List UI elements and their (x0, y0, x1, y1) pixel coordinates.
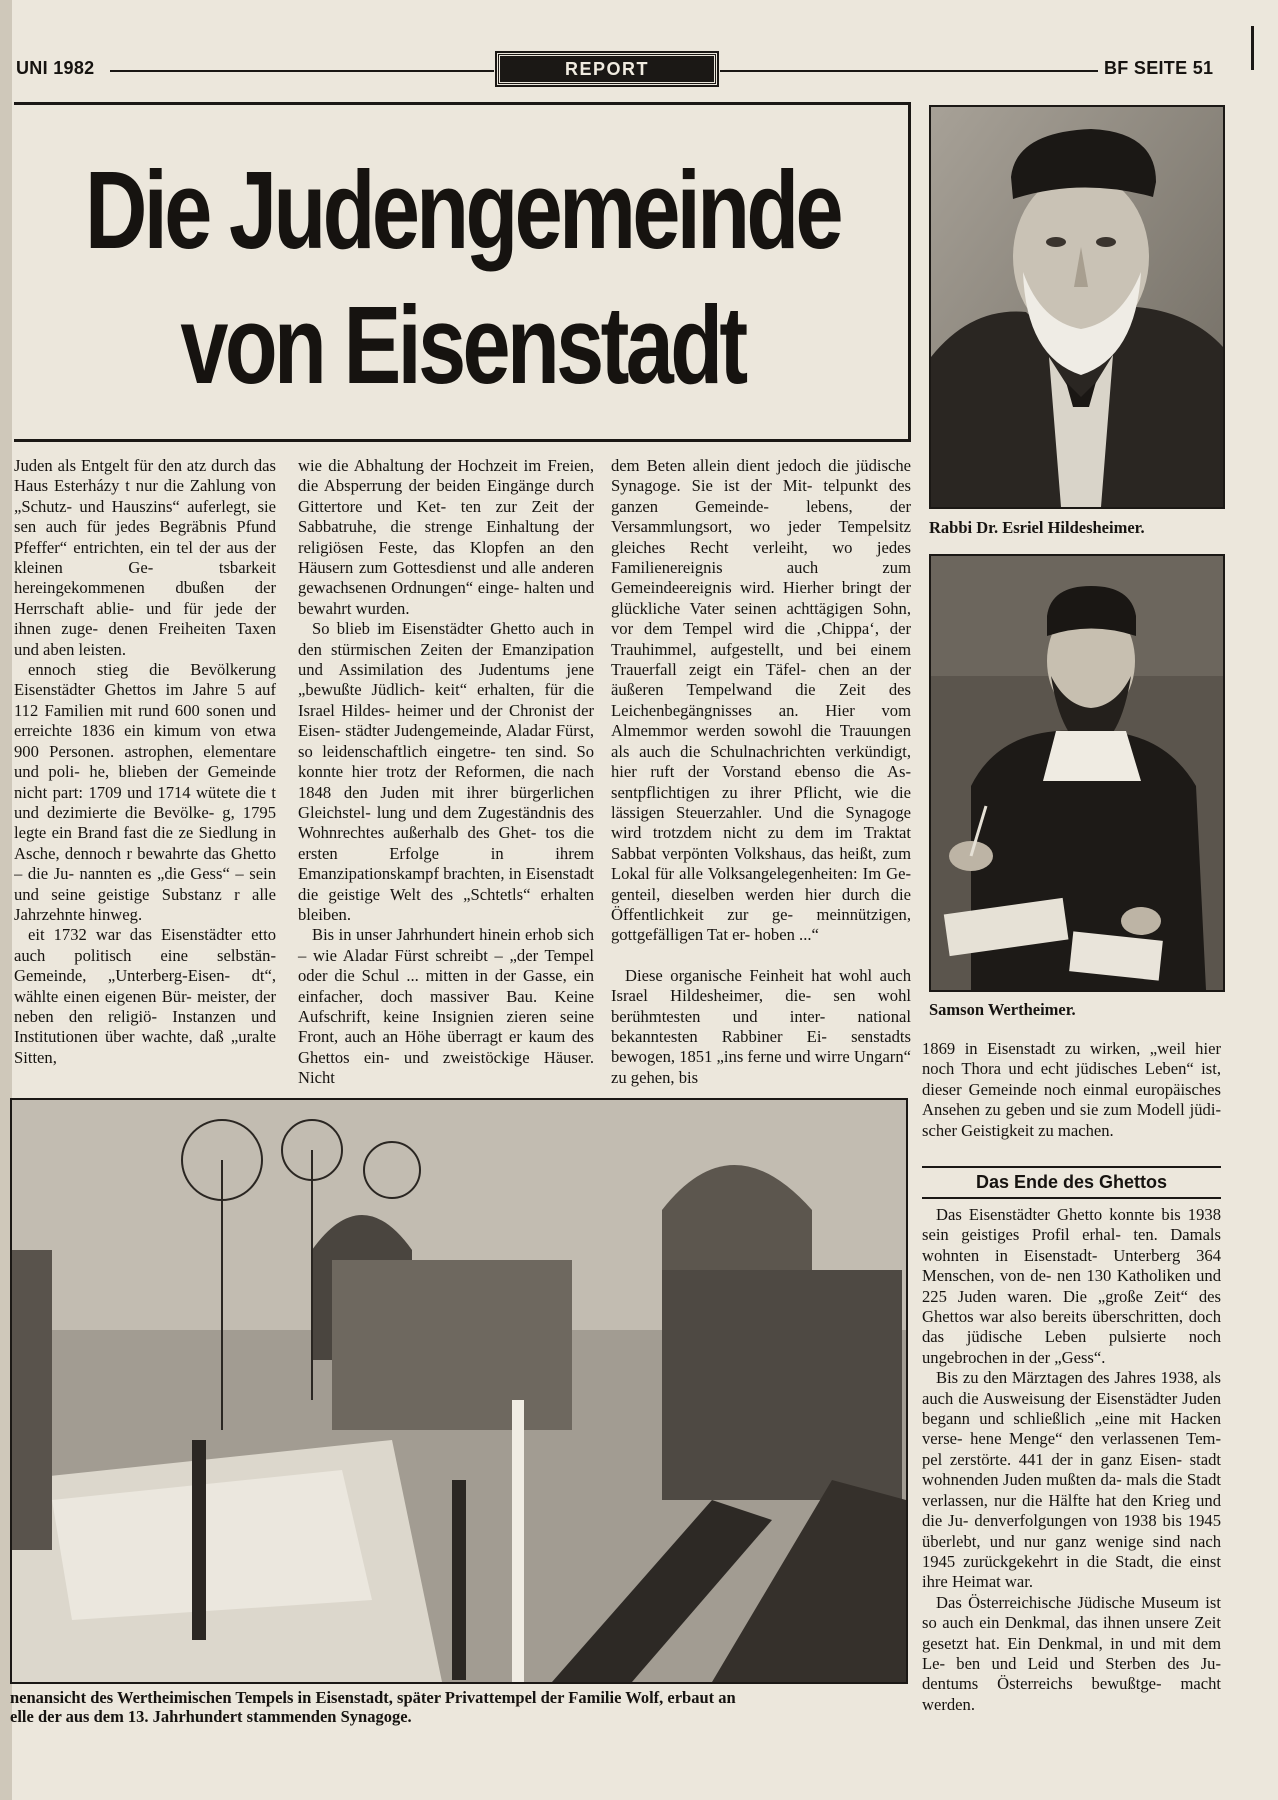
header-rule-left (110, 70, 494, 72)
col1-paragraph-3: eit 1732 war das Eisenstädter etto auch politisch eine selbstän- Gemeinde, „Unterberg-Eisen- dt“, wählte einen eigenen Bür- meister, der neben den religiö- Instanzen und Institutionen über wachte, daß „uralte Sitten, (14, 925, 276, 1067)
col2-paragraph-3: Bis in unser Jahrhundert hinein erhob sich – wie Aladar Fürst schreibt – „der Tempel oder die Schul ... mitten in der Gasse, ein einfacher, doch massiver Bau. Keine Aufschrift, keine Insignien zieren seine Front, auch an Höhe überragt er kaum des Ghettos ein- und zweistöckige Häuser. Nicht (298, 925, 594, 1088)
synagogue-caption-line-1: nenansicht des Wertheimischen Tempels in Eisenstadt, später Privattempel der Familie Wolf, erbaut an (10, 1688, 736, 1707)
col4-paragraph-1: 1869 in Eisenstadt zu wirken, „weil hier noch Thora und echt jüdisches Leben“ ist, dieser Gemeinde noch einmal europäisches Ansehen zu geben und sie zum Modell jüdi- scher Geistigkeit zu machen. (922, 1039, 1221, 1140)
col3-paragraph-2: Diese organische Feinheit hat wohl auch Israel Hildesheimer, die- sen wohl berühmtesten und inter- national bekanntesten Rabbiner Ei- senstadts bewogen, 1851 „ins ferne und wirre Ungarn“ zu gehen, bis (611, 965, 911, 1087)
sidebar-paragraph-3: Das Österreichische Jüdische Museum ist so auch ein Denkmal, das ihnen unsere Zeit gesetzt hat. Ein Denkmal, in und mit dem Le- ben und Leid und Sterben des Ju- dentums Österreichs bewußtge- macht werden. (922, 1592, 1221, 1714)
col2-paragraph-1: wie die Abhaltung der Hochzeit im Freien, die Absperrung der beiden Eingänge durch Gittertore und Ket- ten zur Zeit der Sabbatruhe, die strenge Einhaltung der religiösen Feste, das Klopfen an den Häusern zum Gottesdienst und alle anderen gewachsenen Ordnungen“ einge- halten und bewahrt wurden. (298, 456, 594, 618)
synagogue-interior-drawing (12, 1100, 906, 1682)
page-number: BF SEITE 51 (1104, 58, 1214, 78)
portrait-wertheimer-drawing (931, 556, 1223, 990)
portrait-wertheimer (929, 554, 1225, 992)
section-badge: REPORT (497, 53, 717, 85)
article-column-4 (922, 1039, 1221, 1141)
synagogue-interior-photo (10, 1098, 908, 1684)
article-column-3 (611, 456, 911, 1088)
article-column-2 (298, 456, 594, 1089)
headline-line-2: von Eisenstadt (180, 283, 745, 407)
headline-line-1: Die Judengemeinde (84, 148, 840, 272)
header-rule-right (720, 70, 1098, 72)
col2-paragraph-2: So blieb im Eisenstädter Ghetto auch in den stürmischen Zeiten der Emanzipation und Assimilation des Judentums jene „bewußte Jüdlich- keit“ erhalten, für die Israel Hildes- heimer und der Chronist der Eisen- städter Judengemeinde, Aladar Fürst, so leidenschaftlich eingetre- ten sind. So konnte hier trotz der Reformen, die nach 1848 den Juden mit ihrer bürgerlichen Gleichstel- lung und dem Zugeständnis des Wohnrechtes außerhalb des Ghet- tos die ersten Erfolge in ihrem Emanzipationskampf brachten, in Eisenstadt die geistige Welt des „Schtetls“ erhalten bleiben. (298, 619, 594, 924)
portrait-hildesheimer-drawing (931, 107, 1223, 507)
col3-paragraph-1: dem Beten allein dient jedoch die jüdische Synagoge. Sie ist der Mit- telpunkt des ganzen Gemeinde- lebens, der Versammlungsort, wo jeder Tempelsitz gleiches Recht verleiht, wo jedes Familienereignis auch zum Gemeindeereignis wird. Hierher bringt der glückliche Vater seinen achttägigen Sohn, vor dem Tempel wird die ‚Chippa‘, der Trauhimmel, aufgestellt, und bei einem Trauerfall zeigt ein Täfel- chen an der äußeren Tempelwand die Zeit des Leichenbegängnisses an. Hier vom Almemmor werden sowohl die Trauungen als auch die Schulnachrichten verkündigt, hier ruft der Vorstand ebenso die As- sentpflichtigen zu ihrer Pflicht, wie die lässigen Steuerzahler. Und die Synagoge wird trotzdem nicht zu dem im Traktat Sabbat verpönten Volkshaus, das heißt, zum Lokal für alle Volksangelegenheiten: Im Ge- genteil, dieselben werden hier durch die Öffentlichkeit zur ge- meinnützigen, gottgefälligen Tat er- hoben ...“ (611, 456, 911, 945)
col1-paragraph-2: ennoch stieg die Bevölkerung Eisenstädter Ghettos im Jahre 5 auf 112 Familien mit rund 600 sonen und erreichte 1836 ein kimum von etwa 900 Personen. astrophen, elementare und poli- he, blieben der Gemeinde nicht part: 1709 und 1714 wütete die t und dezimierte die Bevölke- g, 1795 legte ein Brand fast die ze Siedlung in Asche, dennoch r bewahrte das Ghetto – die Ju- nannten es „die Gess“ – sein und seine geistige Substanz r alle Jahrzehnte hinweg. (14, 660, 276, 924)
sidebar-heading: Das Ende des Ghettos (922, 1166, 1221, 1199)
col1-paragraph-1: Juden als Entgelt für den atz durch das Haus Esterházy t nur die Zahlung von „Schutz- und Hauszins“ auferlegt, sie sen auch für jedes Begräbnis Pfund Pfeffer“ entrichten, ein tel der aus der kleinen Ge- tsbarkeit hereingekommenen dbußen der Herrschaft ablie- und für jede der ihnen zuge- denen Freiheiten Taxen und aben leisten. (14, 456, 276, 659)
sidebar-column (922, 1205, 1221, 1715)
synagogue-caption (10, 1688, 910, 1726)
issue-date: UNI 1982 (16, 58, 95, 78)
page-edge-mark (1251, 26, 1254, 70)
caption-hildesheimer: Rabbi Dr. Esriel Hildesheimer. (929, 518, 1145, 537)
sidebar-paragraph-1: Das Eisenstädter Ghetto konnte bis 1938 sein geistiges Profil erhal- ten. Damals wohnten in Eisenstadt- Unterberg 364 Menschen, von de- nen 130 Katholiken und 225 Juden waren. Die „große Zeit“ des Ghettos war also bereits überschritten, doch das jüdische Leben pulsierte noch ungebrochen in der „Gess“. (922, 1205, 1221, 1367)
article-column-1 (14, 456, 276, 1068)
portrait-hildesheimer (929, 105, 1225, 509)
sidebar-paragraph-2: Bis zu den Märztagen des Jahres 1938, als auch die Ausweisung der Eisenstädter Juden begann und schließlich „eine mit Hacken verse- hene Menge“ den verlassenen Tem- pel zerstörte. 441 der in ganz Eisen- stadt wohnenden Juden mußten da- mals die Stadt verlassen, nur die Hälfte hat den Krieg und die Ju- denverfolgungen von 1938 bis 1945 überlebt, und nur ganz wenige sind nach 1945 zurückgekehrt in die Stadt, die einst ihre Heimat war. (922, 1368, 1221, 1592)
caption-wertheimer: Samson Wertheimer. (929, 1000, 1076, 1019)
synagogue-caption-line-2: elle der aus dem 13. Jahrhundert stammenden Synagoge. (10, 1707, 412, 1726)
